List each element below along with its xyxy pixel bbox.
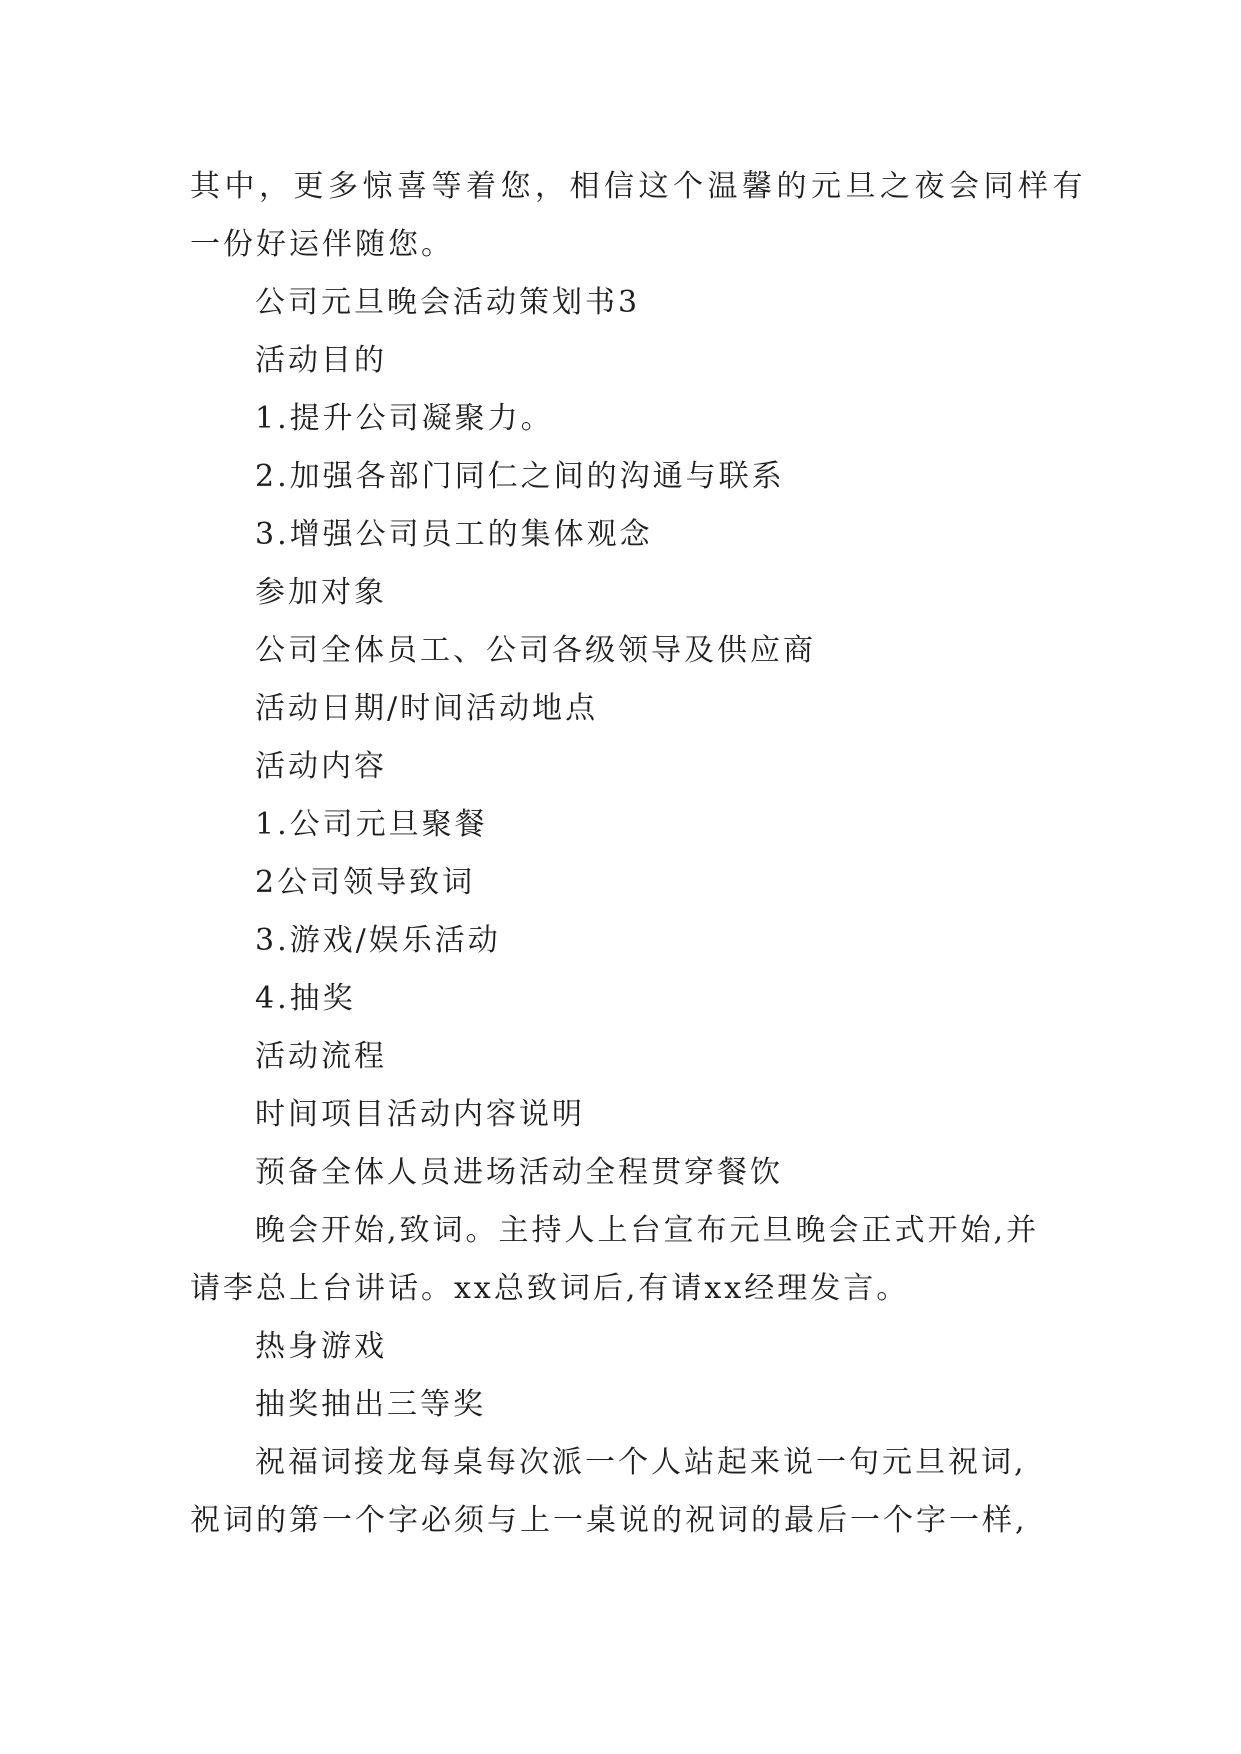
heading: 活动日期/时间活动地点 [255,691,599,726]
heading: 活动目的 [255,343,387,378]
paragraph-line: 时间项目活动内容说明 [255,1097,585,1132]
list-item: 2.加强各部门同仁之间的沟通与联系 [255,459,785,494]
heading: 参加对象 [255,575,387,610]
list-item: 3.增强公司员工的集体观念 [255,517,653,552]
list-item: 1.公司元旦聚餐 [255,807,488,842]
paragraph-line: 晚会开始,致词。主持人上台宣布元旦晚会正式开始,并 [255,1213,1040,1248]
list-item: 3.游戏/娱乐活动 [255,923,501,958]
section-title: 公司元旦晚会活动策划书3 [255,285,641,320]
list-item: 1.提升公司凝聚力。 [255,401,554,436]
paragraph-line: 一份好运伴随您。 [190,227,454,262]
paragraph-line: 公司全体员工、公司各级领导及供应商 [255,633,816,668]
paragraph-line: 预备全体人员进场活动全程贯穿餐饮 [255,1155,783,1190]
list-item: 4.抽奖 [255,981,356,1016]
heading: 活动流程 [255,1039,387,1074]
paragraph-line: 祝词的第一个字必须与上一桌说的祝词的最后一个字一样, [190,1503,1028,1538]
paragraph-line: 热身游戏 [255,1329,387,1364]
paragraph-line: 其中，更多惊喜等着您，相信这个温馨的元旦之夜会同样有 [190,169,1087,204]
heading: 活动内容 [255,749,387,784]
paragraph-line: 抽奖抽出三等奖 [255,1387,486,1422]
paragraph-line: 请李总上台讲话。xx总致词后,有请xx经理发言。 [190,1271,910,1306]
paragraph-line: 祝福词接龙每桌每次派一个人站起来说一句元旦祝词, [255,1445,1027,1480]
list-item: 2公司领导致词 [255,865,476,900]
